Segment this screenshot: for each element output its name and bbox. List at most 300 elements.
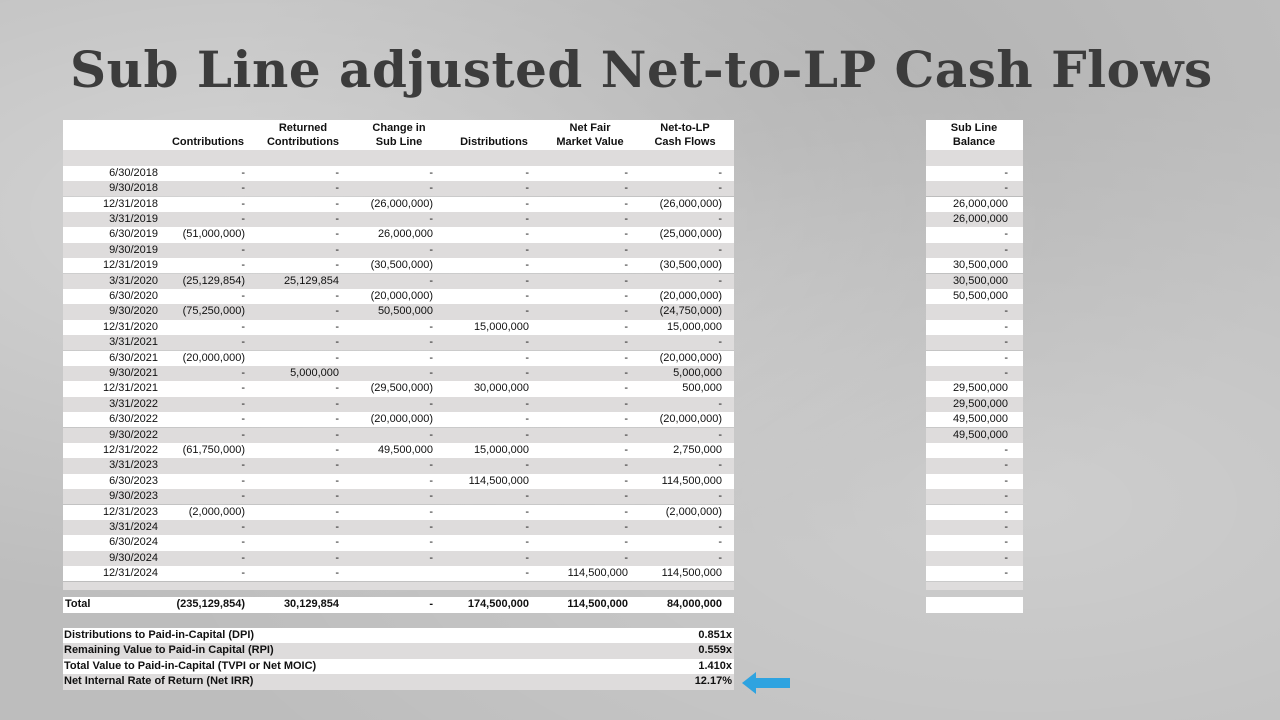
table-row bbox=[63, 458, 734, 473]
cell-contributions: - bbox=[241, 520, 245, 533]
table-row bbox=[63, 566, 734, 581]
cell-distributions: - bbox=[525, 490, 529, 503]
cell-returned-contributions: - bbox=[335, 459, 339, 472]
cell-sub-line-balance: - bbox=[1004, 490, 1008, 503]
sub-table-row bbox=[926, 212, 1023, 227]
cell-net-fair-market-value: - bbox=[624, 274, 628, 287]
cell-net-fair-market-value: - bbox=[624, 336, 628, 349]
cell-date: 12/31/2021 bbox=[102, 382, 158, 395]
cell-contributions: - bbox=[241, 551, 245, 564]
cell-date: 6/30/2019 bbox=[109, 228, 158, 241]
cell-sub-line-balance: - bbox=[1004, 351, 1008, 364]
spacer-row bbox=[926, 150, 1023, 166]
cell-date: 9/30/2020 bbox=[109, 305, 158, 318]
table-row bbox=[63, 381, 734, 396]
cell-contributions: - bbox=[241, 197, 245, 210]
metric-label: Remaining Value to Paid-in Capital (RPI) bbox=[64, 644, 274, 657]
cell-net-fair-market-value: - bbox=[624, 212, 628, 225]
sub-table-row bbox=[926, 197, 1023, 212]
cell-distributions: - bbox=[525, 274, 529, 287]
cell-returned-contributions: - bbox=[335, 567, 339, 580]
cell-contributions: - bbox=[241, 289, 245, 302]
spacer-row bbox=[63, 582, 734, 590]
cell-distributions: - bbox=[525, 166, 529, 179]
cell-net-to-lp-cash-flows: (20,000,000) bbox=[659, 413, 722, 426]
cell-net-to-lp-cash-flows: 15,000,000 bbox=[666, 320, 722, 333]
cell-sub-line-balance: - bbox=[1004, 567, 1008, 580]
cell-sub-line-balance: - bbox=[1004, 243, 1008, 256]
cell-date: 6/30/2023 bbox=[109, 474, 158, 487]
header-net-fair-market-value-line: Net Fair bbox=[569, 122, 611, 134]
cell-change-in-sub-line: - bbox=[429, 366, 433, 379]
header-distributions bbox=[439, 135, 549, 149]
cell-date: 12/31/2018 bbox=[102, 197, 158, 210]
cell-returned-contributions: - bbox=[335, 443, 339, 456]
cell-sub-line-balance: - bbox=[1004, 336, 1008, 349]
cell-distributions: - bbox=[525, 351, 529, 364]
cell-change-in-sub-line: - bbox=[429, 459, 433, 472]
page-title: Sub Line adjusted Net-to-LP Cash Flows bbox=[70, 40, 1213, 99]
table-row bbox=[63, 520, 734, 535]
cell-returned-contributions: - bbox=[335, 228, 339, 241]
cell-net-fair-market-value: - bbox=[624, 520, 628, 533]
cell-net-fair-market-value: - bbox=[624, 228, 628, 241]
cell-change-in-sub-line: 50,500,000 bbox=[377, 305, 433, 318]
cell-change-in-sub-line: 26,000,000 bbox=[377, 228, 433, 241]
sub-table-row bbox=[926, 166, 1023, 181]
cell-date: 9/30/2023 bbox=[109, 490, 158, 503]
cell-sub-line-balance: - bbox=[1004, 305, 1008, 318]
header-returned-contributions-line: Contributions bbox=[266, 136, 340, 148]
cell-net-to-lp-cash-flows: (24,750,000) bbox=[659, 305, 722, 318]
cell-sub-line-balance: - bbox=[1004, 520, 1008, 533]
cell-distributions: - bbox=[525, 197, 529, 210]
cell-change-in-sub-line: - bbox=[429, 320, 433, 333]
cell-net-fair-market-value: - bbox=[624, 443, 628, 456]
cell-distributions: 15,000,000 bbox=[473, 320, 529, 333]
cell-distributions: - bbox=[525, 520, 529, 533]
cell-net-fair-market-value: - bbox=[624, 551, 628, 564]
metric-label: Distributions to Paid-in-Capital (DPI) bbox=[64, 629, 255, 641]
sub-table-row bbox=[926, 428, 1023, 443]
cell-contributions: - bbox=[241, 259, 245, 272]
cell-distributions: - bbox=[525, 336, 529, 349]
total-label: Total bbox=[65, 597, 91, 610]
cell-returned-contributions: - bbox=[335, 166, 339, 179]
total-net-to-lp-cash-flows: 84,000,000 bbox=[666, 597, 722, 610]
cell-net-to-lp-cash-flows: 114,500,000 bbox=[661, 567, 722, 580]
arrow-left-icon bbox=[742, 672, 792, 694]
sub-table-row bbox=[926, 474, 1023, 489]
cell-distributions: - bbox=[525, 243, 529, 256]
sub-table-row bbox=[926, 181, 1023, 196]
cell-contributions: - bbox=[241, 567, 245, 580]
cell-date: 3/31/2024 bbox=[109, 520, 158, 533]
cell-contributions: - bbox=[241, 413, 245, 426]
cell-contributions: - bbox=[241, 366, 245, 379]
cell-date: 3/31/2021 bbox=[109, 336, 158, 349]
cell-net-to-lp-cash-flows: - bbox=[718, 459, 722, 472]
cell-change-in-sub-line: - bbox=[429, 474, 433, 487]
cell-change-in-sub-line: - bbox=[429, 182, 433, 195]
table-row bbox=[63, 428, 734, 443]
table-row bbox=[63, 551, 734, 566]
cell-change-in-sub-line: - bbox=[429, 490, 433, 503]
cell-net-fair-market-value: - bbox=[624, 459, 628, 472]
total-contributions: (235,129,854) bbox=[176, 597, 245, 610]
cell-change-in-sub-line: - bbox=[429, 274, 433, 287]
cell-net-fair-market-value: - bbox=[624, 197, 628, 210]
cell-net-to-lp-cash-flows: 5,000,000 bbox=[673, 366, 722, 379]
cell-returned-contributions: 25,129,854 bbox=[283, 274, 339, 287]
cell-contributions: - bbox=[241, 382, 245, 395]
header-distributions-line: Distributions bbox=[460, 136, 528, 148]
cell-sub-line-balance: - bbox=[1004, 366, 1008, 379]
cell-date: 9/30/2024 bbox=[109, 551, 158, 564]
cell-sub-line-balance: 49,500,000 bbox=[952, 413, 1008, 426]
cell-returned-contributions: - bbox=[335, 413, 339, 426]
sub-table-row bbox=[926, 320, 1023, 335]
cell-change-in-sub-line: - bbox=[429, 351, 433, 364]
cell-contributions: (75,250,000) bbox=[182, 305, 245, 318]
cell-net-fair-market-value: - bbox=[624, 166, 628, 179]
cell-contributions: - bbox=[241, 490, 245, 503]
cell-net-to-lp-cash-flows: - bbox=[718, 336, 722, 349]
cell-net-fair-market-value: - bbox=[624, 182, 628, 195]
header-sub-line-balance-line: Balance bbox=[952, 136, 996, 148]
cell-sub-line-balance: - bbox=[1004, 182, 1008, 195]
cell-net-to-lp-cash-flows: - bbox=[718, 212, 722, 225]
metric-row bbox=[63, 674, 734, 689]
cell-date: 12/31/2019 bbox=[102, 259, 158, 272]
table-row bbox=[63, 412, 734, 427]
cell-date: 9/30/2021 bbox=[109, 366, 158, 379]
cell-date: 3/31/2019 bbox=[109, 212, 158, 225]
cell-net-fair-market-value: - bbox=[624, 474, 628, 487]
total-net-fair-market-value: 114,500,000 bbox=[567, 597, 628, 610]
cell-date: 12/31/2023 bbox=[102, 505, 158, 518]
metric-label: Net Internal Rate of Return (Net IRR) bbox=[64, 675, 254, 688]
cell-net-fair-market-value: - bbox=[624, 382, 628, 395]
cell-returned-contributions: - bbox=[335, 428, 339, 441]
sub-table-row bbox=[926, 258, 1023, 273]
cell-contributions: - bbox=[241, 320, 245, 333]
cell-returned-contributions: - bbox=[335, 351, 339, 364]
cell-net-to-lp-cash-flows: - bbox=[718, 274, 722, 287]
cell-returned-contributions: - bbox=[335, 474, 339, 487]
cell-change-in-sub-line: - bbox=[429, 212, 433, 225]
header-change-in-sub-line bbox=[344, 121, 454, 149]
cell-distributions: - bbox=[525, 259, 529, 272]
cell-date: 6/30/2018 bbox=[109, 166, 158, 179]
cell-returned-contributions: - bbox=[335, 243, 339, 256]
table-row bbox=[63, 351, 734, 366]
header-returned-contributions bbox=[248, 121, 358, 149]
cell-sub-line-balance: - bbox=[1004, 320, 1008, 333]
cell-change-in-sub-line: - bbox=[429, 505, 433, 518]
cell-net-to-lp-cash-flows: - bbox=[718, 551, 722, 564]
cell-sub-line-balance: - bbox=[1004, 228, 1008, 241]
sub-table-row bbox=[926, 397, 1023, 412]
cell-net-to-lp-cash-flows: - bbox=[718, 397, 722, 410]
table-row bbox=[63, 289, 734, 304]
cell-date: 12/31/2022 bbox=[102, 443, 158, 456]
sub-table-row bbox=[926, 304, 1023, 319]
metric-row bbox=[63, 628, 734, 643]
metric-label: Total Value to Paid-in-Capital (TVPI or Net MOIC) bbox=[64, 659, 317, 672]
header-sub-line-balance-line: Sub Line bbox=[950, 122, 998, 134]
cell-sub-line-balance: - bbox=[1004, 474, 1008, 487]
cell-returned-contributions: 5,000,000 bbox=[290, 366, 339, 379]
cell-net-fair-market-value: - bbox=[624, 505, 628, 518]
sub-table-row bbox=[926, 366, 1023, 381]
cell-net-fair-market-value: - bbox=[624, 259, 628, 272]
cell-sub-line-balance: 50,500,000 bbox=[952, 289, 1008, 302]
table-row bbox=[63, 443, 734, 458]
table-row bbox=[63, 243, 734, 258]
cell-distributions: - bbox=[525, 397, 529, 410]
cell-contributions: (51,000,000) bbox=[182, 228, 245, 241]
cell-sub-line-balance: 29,500,000 bbox=[952, 382, 1008, 395]
cell-change-in-sub-line: - bbox=[429, 536, 433, 549]
header-net-fair-market-value bbox=[535, 121, 645, 149]
cell-change-in-sub-line: 49,500,000 bbox=[377, 443, 433, 456]
header-returned-contributions-line: Returned bbox=[278, 122, 328, 134]
cell-distributions: - bbox=[525, 289, 529, 302]
sub-table-row bbox=[926, 227, 1023, 242]
cell-change-in-sub-line: - bbox=[429, 397, 433, 410]
cell-net-fair-market-value: - bbox=[624, 428, 628, 441]
cell-contributions: (61,750,000) bbox=[182, 443, 245, 456]
header-contributions-line: Contributions bbox=[171, 136, 245, 148]
cell-distributions: - bbox=[525, 428, 529, 441]
metrics-table bbox=[63, 628, 734, 692]
sub-table-row bbox=[926, 551, 1023, 566]
cell-date: 3/31/2020 bbox=[109, 274, 158, 287]
cell-sub-line-balance: 49,500,000 bbox=[952, 428, 1008, 441]
cell-net-to-lp-cash-flows: (30,500,000) bbox=[659, 259, 722, 272]
cell-returned-contributions: - bbox=[335, 289, 339, 302]
cell-distributions: - bbox=[525, 305, 529, 318]
cell-contributions: - bbox=[241, 336, 245, 349]
cell-distributions: - bbox=[525, 413, 529, 426]
header-net-to-lp-cash-flows-line: Net-to-LP bbox=[660, 122, 710, 134]
cell-change-in-sub-line: (20,000,000) bbox=[370, 413, 433, 426]
cell-contributions: - bbox=[241, 536, 245, 549]
sub-line-balance-table bbox=[926, 120, 1023, 620]
cell-distributions: - bbox=[525, 182, 529, 195]
cell-distributions: - bbox=[525, 459, 529, 472]
cell-date: 6/30/2020 bbox=[109, 289, 158, 302]
cell-sub-line-balance: - bbox=[1004, 536, 1008, 549]
cell-net-fair-market-value: - bbox=[624, 320, 628, 333]
cell-date: 3/31/2022 bbox=[109, 397, 158, 410]
cell-distributions: - bbox=[525, 536, 529, 549]
cell-sub-line-balance: - bbox=[1004, 551, 1008, 564]
table-row bbox=[63, 505, 734, 520]
sub-table-row bbox=[926, 458, 1023, 473]
table-row bbox=[63, 212, 734, 227]
sub-table-row bbox=[926, 412, 1023, 427]
table-row bbox=[63, 535, 734, 550]
cell-returned-contributions: - bbox=[335, 505, 339, 518]
cell-contributions: - bbox=[241, 212, 245, 225]
cell-change-in-sub-line: - bbox=[429, 551, 433, 564]
cell-date: 6/30/2022 bbox=[109, 413, 158, 426]
cell-returned-contributions: - bbox=[335, 336, 339, 349]
header-change-in-sub-line-line: Change in bbox=[372, 122, 426, 134]
total-distributions: 174,500,000 bbox=[467, 597, 529, 610]
cell-net-to-lp-cash-flows: (25,000,000) bbox=[659, 228, 722, 241]
cell-change-in-sub-line: (20,000,000) bbox=[370, 289, 433, 302]
cell-returned-contributions: - bbox=[335, 320, 339, 333]
metric-value: 12.17% bbox=[694, 675, 732, 688]
cell-sub-line-balance: 29,500,000 bbox=[952, 397, 1008, 410]
cell-contributions: (2,000,000) bbox=[188, 505, 245, 518]
cell-change-in-sub-line: - bbox=[429, 166, 433, 179]
sub-table-row bbox=[926, 335, 1023, 350]
header-sub-line-balance bbox=[919, 121, 1029, 149]
cell-change-in-sub-line: - bbox=[429, 243, 433, 256]
cell-net-fair-market-value: 114,500,000 bbox=[567, 567, 628, 580]
cell-net-fair-market-value: - bbox=[624, 413, 628, 426]
cell-returned-contributions: - bbox=[335, 551, 339, 564]
cell-net-to-lp-cash-flows: 500,000 bbox=[682, 382, 722, 395]
metric-value: 1.410x bbox=[698, 659, 732, 672]
cell-sub-line-balance: 30,500,000 bbox=[952, 274, 1008, 287]
metric-row bbox=[63, 643, 734, 658]
cell-sub-line-balance: - bbox=[1004, 166, 1008, 179]
sub-table-row bbox=[926, 566, 1023, 581]
cell-returned-contributions: - bbox=[335, 520, 339, 533]
cell-net-fair-market-value: - bbox=[624, 397, 628, 410]
cell-contributions: (20,000,000) bbox=[182, 351, 245, 364]
cell-net-fair-market-value: - bbox=[624, 289, 628, 302]
cell-sub-line-balance: 26,000,000 bbox=[952, 197, 1008, 210]
cell-change-in-sub-line: (29,500,000) bbox=[370, 382, 433, 395]
sub-table-row bbox=[926, 243, 1023, 258]
cell-contributions: (25,129,854) bbox=[182, 274, 245, 287]
table-row bbox=[63, 181, 734, 196]
cell-distributions: 15,000,000 bbox=[473, 443, 529, 456]
sub-table-row bbox=[926, 381, 1023, 396]
cell-date: 3/31/2023 bbox=[109, 459, 158, 472]
cell-net-to-lp-cash-flows: - bbox=[718, 520, 722, 533]
cell-net-fair-market-value: - bbox=[624, 243, 628, 256]
total-change-in-sub-line: - bbox=[429, 597, 433, 610]
sub-table-row bbox=[926, 274, 1023, 289]
cell-date: 9/30/2018 bbox=[109, 182, 158, 195]
metric-value: 0.851x bbox=[698, 629, 732, 641]
cell-date: 9/30/2022 bbox=[109, 428, 158, 441]
cell-returned-contributions: - bbox=[335, 182, 339, 195]
cell-date: 12/31/2020 bbox=[102, 320, 158, 333]
metric-value: 0.559x bbox=[698, 644, 732, 657]
table-row bbox=[63, 397, 734, 412]
cell-distributions: - bbox=[525, 366, 529, 379]
cell-net-to-lp-cash-flows: - bbox=[718, 166, 722, 179]
cell-net-to-lp-cash-flows: 2,750,000 bbox=[673, 443, 722, 456]
header-contributions bbox=[153, 135, 263, 149]
cell-net-fair-market-value: - bbox=[624, 536, 628, 549]
sub-table-row bbox=[926, 535, 1023, 550]
cell-distributions: - bbox=[525, 505, 529, 518]
cell-returned-contributions: - bbox=[335, 212, 339, 225]
table-row bbox=[63, 366, 734, 381]
cell-net-to-lp-cash-flows: 114,500,000 bbox=[661, 474, 722, 487]
spacer-row bbox=[926, 582, 1023, 590]
cell-change-in-sub-line: - bbox=[429, 336, 433, 349]
table-row bbox=[63, 489, 734, 504]
table-row bbox=[63, 227, 734, 242]
cell-net-to-lp-cash-flows: - bbox=[718, 490, 722, 503]
cell-sub-line-balance: - bbox=[1004, 505, 1008, 518]
total-row bbox=[926, 597, 1023, 613]
sub-table-row bbox=[926, 289, 1023, 304]
cell-returned-contributions: - bbox=[335, 305, 339, 318]
cell-net-to-lp-cash-flows: - bbox=[718, 182, 722, 195]
table-row bbox=[63, 258, 734, 273]
sub-table-row bbox=[926, 351, 1023, 366]
cell-change-in-sub-line: (30,500,000) bbox=[370, 259, 433, 272]
total-returned-contributions: 30,129,854 bbox=[283, 597, 339, 610]
cell-returned-contributions: - bbox=[335, 197, 339, 210]
table-row bbox=[63, 335, 734, 350]
cell-net-to-lp-cash-flows: (26,000,000) bbox=[659, 197, 722, 210]
cell-contributions: - bbox=[241, 459, 245, 472]
cell-sub-line-balance: - bbox=[1004, 443, 1008, 456]
sub-table-row bbox=[926, 520, 1023, 535]
table-row bbox=[63, 166, 734, 181]
cell-change-in-sub-line: - bbox=[429, 520, 433, 533]
table-row bbox=[63, 320, 734, 335]
cell-net-to-lp-cash-flows: - bbox=[718, 428, 722, 441]
cell-sub-line-balance: 30,500,000 bbox=[952, 259, 1008, 272]
table-row bbox=[63, 274, 734, 289]
cell-returned-contributions: - bbox=[335, 397, 339, 410]
cell-returned-contributions: - bbox=[335, 536, 339, 549]
cell-contributions: - bbox=[241, 243, 245, 256]
cell-distributions: - bbox=[525, 228, 529, 241]
cell-net-fair-market-value: - bbox=[624, 305, 628, 318]
cell-contributions: - bbox=[241, 166, 245, 179]
cell-returned-contributions: - bbox=[335, 259, 339, 272]
header-net-to-lp-cash-flows-line: Cash Flows bbox=[654, 136, 716, 148]
cell-net-fair-market-value: - bbox=[624, 490, 628, 503]
sub-table-row bbox=[926, 505, 1023, 520]
cell-date: 6/30/2024 bbox=[109, 536, 158, 549]
cell-distributions: - bbox=[525, 212, 529, 225]
cell-net-to-lp-cash-flows: - bbox=[718, 243, 722, 256]
cell-net-to-lp-cash-flows: (2,000,000) bbox=[665, 505, 722, 518]
cell-date: 12/31/2024 bbox=[102, 567, 158, 580]
header-net-to-lp-cash-flows bbox=[630, 121, 740, 149]
table-row bbox=[63, 197, 734, 212]
cell-distributions: 114,500,000 bbox=[468, 474, 529, 487]
cell-change-in-sub-line: - bbox=[429, 428, 433, 441]
table-row bbox=[63, 474, 734, 489]
cell-net-fair-market-value: - bbox=[624, 351, 628, 364]
cell-date: 6/30/2021 bbox=[109, 351, 158, 364]
cell-date: 9/30/2019 bbox=[109, 243, 158, 256]
cell-contributions: - bbox=[241, 474, 245, 487]
metric-row bbox=[63, 659, 734, 674]
sub-table-row bbox=[926, 443, 1023, 458]
total-row bbox=[63, 597, 734, 613]
header-net-fair-market-value-line: Market Value bbox=[556, 136, 624, 148]
cell-contributions: - bbox=[241, 182, 245, 195]
cell-net-to-lp-cash-flows: (20,000,000) bbox=[659, 351, 722, 364]
